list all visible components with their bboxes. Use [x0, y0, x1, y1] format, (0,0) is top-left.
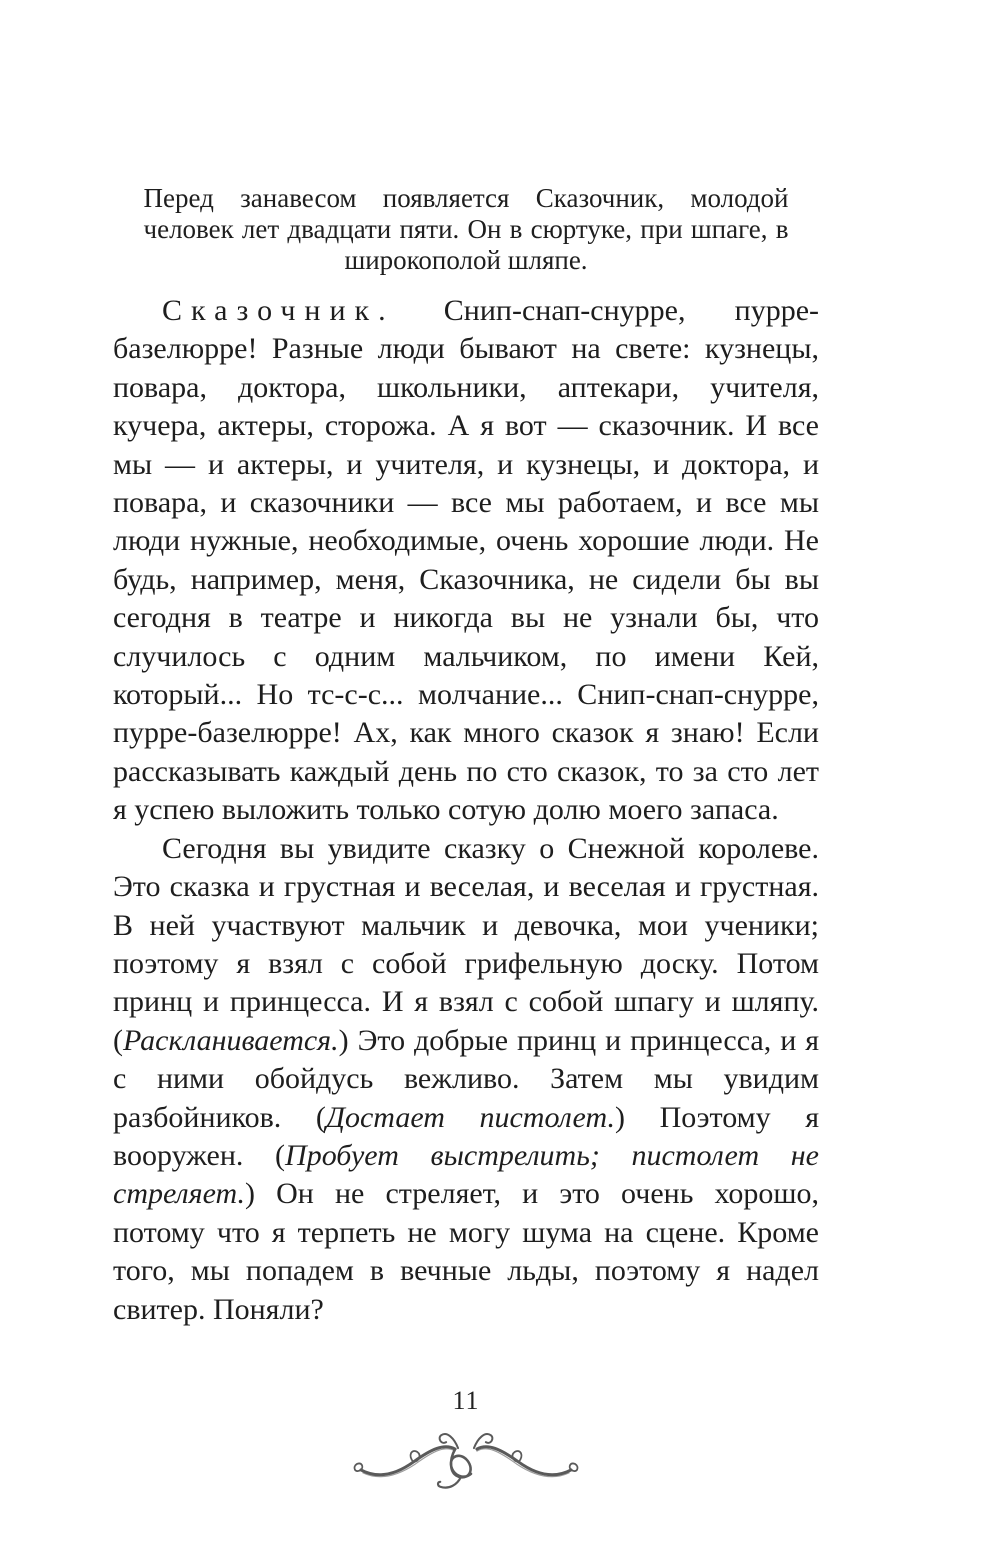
speaker-name: Сказочник. — [162, 294, 395, 327]
page-number: 11 — [452, 1386, 480, 1415]
dialogue — [113, 292, 819, 1329]
ornament-flourish-icon — [113, 1424, 819, 1492]
dialogue-paragraph — [113, 830, 819, 1329]
speech-text: Снип-снап-снурре, пурре-базелюрре! Разные люди бывают на свете: кузнецы, повара, доктора, школьники, аптекари, учителя, кучера, актеры, сторожа. А я вот — сказочник. И все мы — и актеры, и учителя, и кузнецы, и доктора, и повара, и сказочники — все мы работаем, и все мы люди нужные, необходимые, очень хорошие люди. Не будь, например, меня, Сказочника, не сидели бы вы сегодня в театре и никогда вы не узнали бы, что случилось с одним мальчиком, по имени Кей, который... Но тс-с-с... молчание... Снип-снап-снурре, пурре-базелюрре! Ах, как много сказок я знаю! Если рассказывать каждый день по сто сказок, то за сто лет я успею выложить только сотую долю моего запаса. — [113, 294, 819, 827]
page-footer — [113, 1386, 819, 1492]
speech-text: ) Это добрые принц и принцесса, и я с ними обойдусь вежливо. Затем мы увидим разбойников. ( — [113, 1023, 819, 1134]
speech-text: ) Поэтому я вооружен. ( — [113, 1100, 820, 1172]
speech-text: ) Он не стреляет, и это очень хорошо, потому что я терпеть не могу шума на сцене. Кроме того, мы попадем в вечные льды, поэтому я надел свитер. Поняли? — [113, 1177, 819, 1326]
inline-stage-direction: Достает пистолет. — [325, 1100, 616, 1134]
dialogue-paragraph — [113, 292, 819, 830]
inline-stage-direction: Раскланивается. — [123, 1023, 339, 1057]
text-block — [113, 183, 819, 1329]
stage-direction: Перед занавесом появляется Сказочник, молодой человек лет двадцати пяти. Он в сюртуке, при шпаге, в широкополой шляпе. — [143, 183, 789, 275]
inline-stage-direction: Пробует выстрелить; пистолет не стреляет. — [113, 1138, 819, 1211]
speech-text: Сегодня вы увидите сказку о Снежной королеве. Это сказка и грустная и веселая, и веселая и грустная. В ней участвуют мальчик и девочка, мои ученики; поэтому я взял с собой грифельную доску. Потом принц и принцесса. И я взял с собой шпагу и шляпу. ( — [113, 831, 819, 1057]
